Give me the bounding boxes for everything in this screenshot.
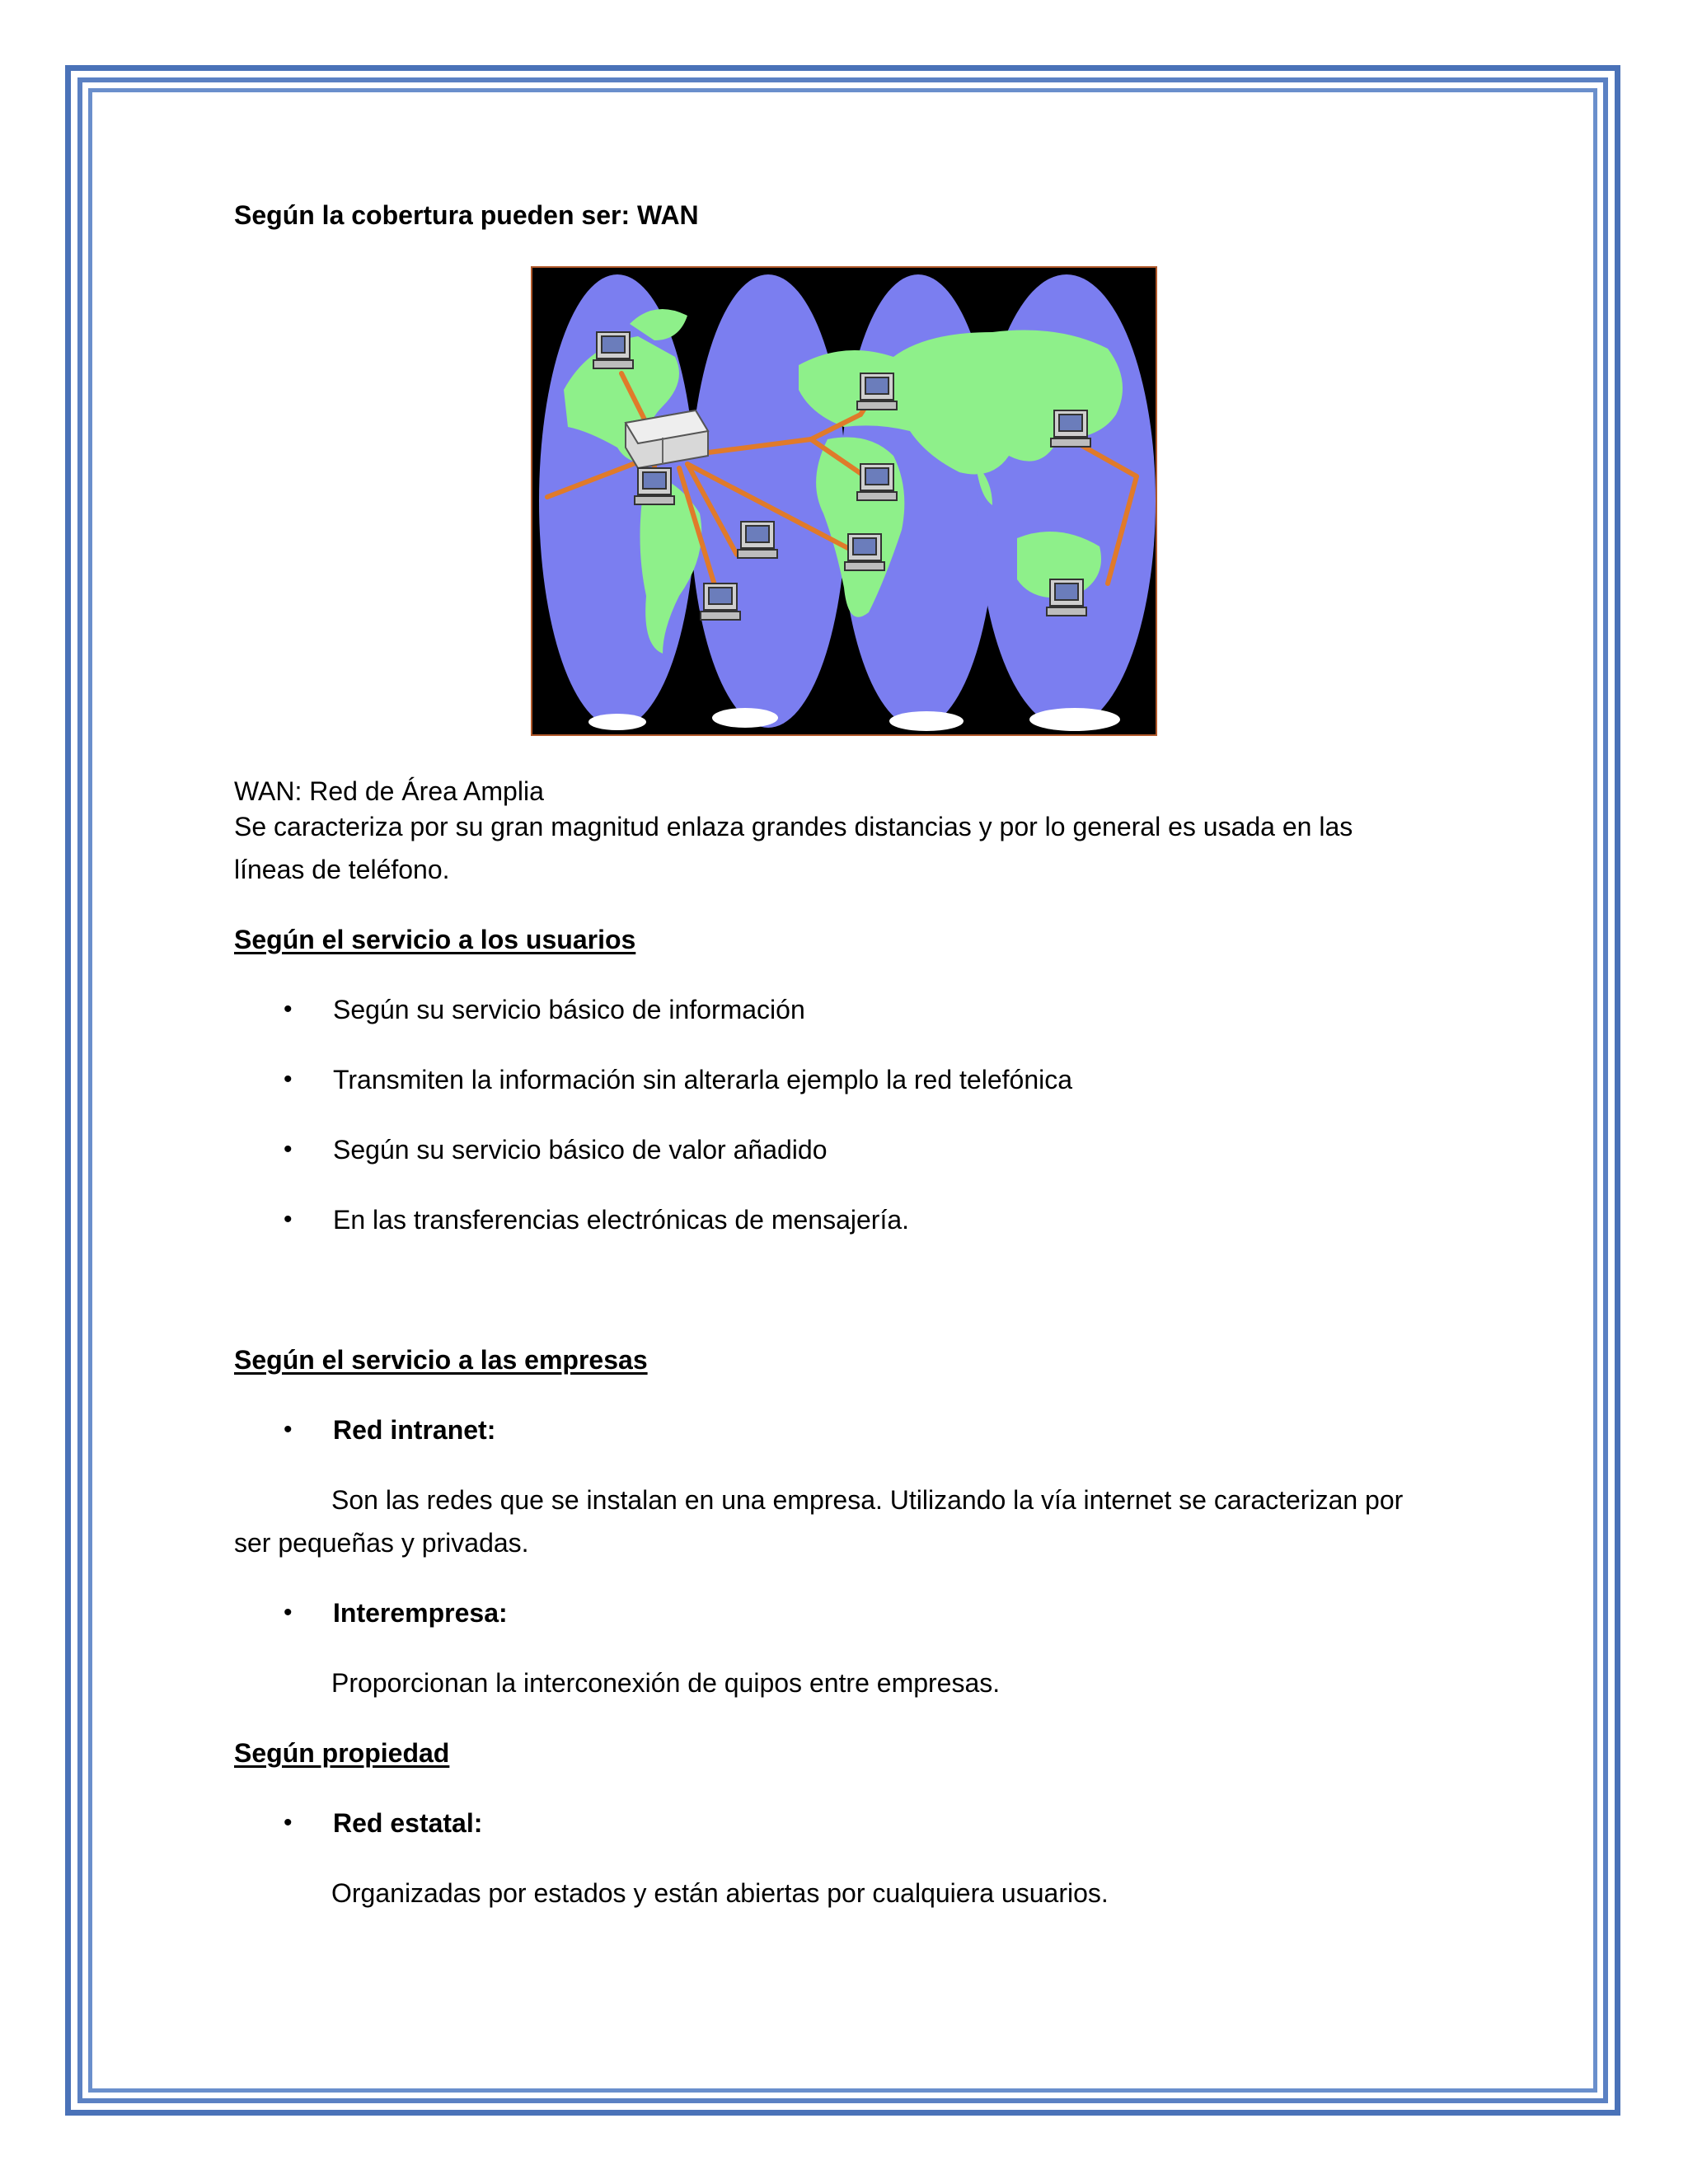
list-item: Transmiten la información sin alterarla ejemplo la red telefónica — [333, 1065, 1073, 1094]
bullet-marker: • — [284, 1136, 293, 1163]
intranet-text-line-1: Son las redes que se instalan en una empresa. Utilizando la vía internet se caracterizan por — [331, 1485, 1404, 1515]
estatal-label: Red estatal: — [333, 1808, 483, 1838]
intranet-text-line-2: ser pequeñas y privadas. — [234, 1528, 529, 1558]
section-property-heading: Según propiedad — [234, 1738, 450, 1768]
bullet-marker: • — [284, 1416, 293, 1443]
wan-description-line-2: líneas de teléfono. — [234, 855, 450, 884]
bullet-marker: • — [284, 1206, 293, 1233]
section-companies-heading: Según el servicio a las empresas — [234, 1345, 648, 1375]
list-item: En las transferencias electrónicas de mensajería. — [333, 1205, 910, 1235]
bullet-marker: • — [284, 996, 293, 1023]
wan-title: WAN: Red de Área Amplia — [234, 776, 544, 806]
bullet-marker: • — [284, 1066, 293, 1093]
wan-map-image — [531, 266, 1157, 736]
section-users-heading: Según el servicio a los usuarios — [234, 925, 636, 954]
bullet-marker: • — [284, 1599, 293, 1626]
bullet-marker: • — [284, 1809, 293, 1836]
list-item: Según su servicio básico de información — [333, 995, 805, 1024]
list-item: Según su servicio básico de valor añadido — [333, 1135, 828, 1165]
intranet-label: Red intranet: — [333, 1415, 496, 1445]
estatal-text: Organizadas por estados y están abiertas por cualquiera usuarios. — [331, 1878, 1109, 1908]
interempresa-label: Interempresa: — [333, 1598, 508, 1628]
interempresa-text: Proporcionan la interconexión de quipos entre empresas. — [331, 1668, 1001, 1698]
heading-wan: Según la cobertura pueden ser: WAN — [234, 200, 699, 230]
wan-description-line-1: Se caracteriza por su gran magnitud enlaza grandes distancias y por lo general es usada en las — [234, 812, 1353, 841]
